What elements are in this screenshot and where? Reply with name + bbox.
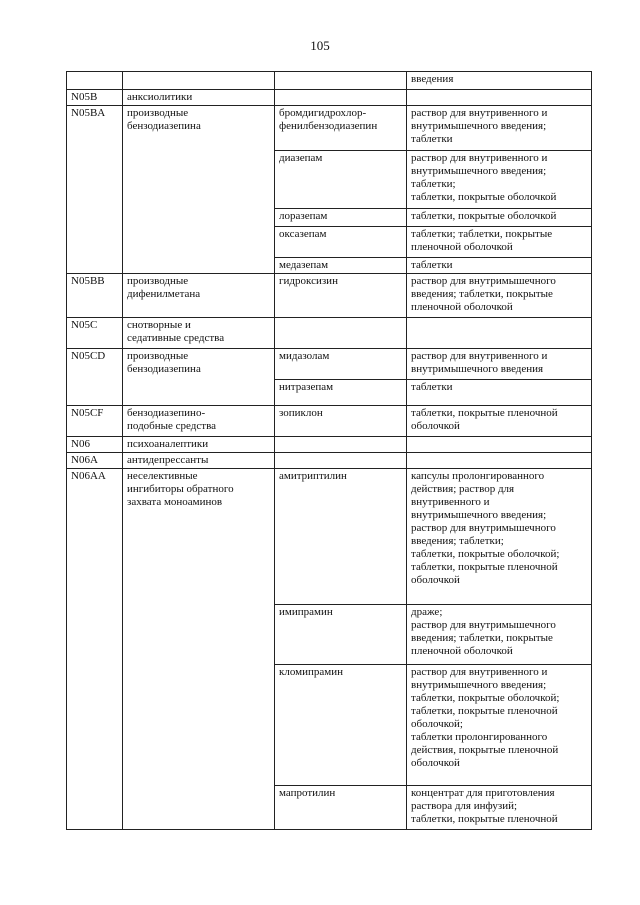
drug-name-cell [275, 72, 407, 90]
dosage-form-cell: таблетки [407, 258, 592, 274]
atc-code-cell: N05CD [67, 349, 123, 406]
dosage-form-cell: капсулы пролонгированного действия; раствор для внутривенного и внутримышечного введения; раствор для внутримышечного введения; таблетки; таблетки, покрытые оболочкой; таблетки, покрытые пленочной оболочкой [407, 469, 592, 605]
dosage-form-cell: таблетки, покрытые пленочной оболочкой [407, 406, 592, 437]
group-name-cell [123, 72, 275, 90]
dosage-form-cell: введения [407, 72, 592, 90]
atc-code-cell: N06 [67, 437, 123, 453]
drug-name-cell: амитриптилин [275, 469, 407, 605]
page-number: 105 [310, 38, 330, 53]
drug-name-cell: бромдигидрохлор- фенилбензодиазепин [275, 106, 407, 151]
table-row [67, 469, 592, 605]
drug-name-cell: зопиклон [275, 406, 407, 437]
dosage-form-cell [407, 318, 592, 349]
dosage-form-cell: раствор для внутривенного и внутримышечного введения; таблетки; таблетки, покрытые оболочкой [407, 151, 592, 209]
dosage-form-cell: таблетки, покрытые оболочкой [407, 209, 592, 227]
table-row [67, 437, 592, 453]
atc-code-cell [67, 72, 123, 90]
table-row [67, 349, 592, 380]
drug-name-cell: нитразепам [275, 380, 407, 406]
drug-table-body [67, 72, 592, 830]
drug-name-cell: медазепам [275, 258, 407, 274]
drug-name-cell: имипрамин [275, 605, 407, 665]
group-name-cell: производные бензодиазепина [123, 349, 275, 406]
drug-table [66, 71, 592, 830]
table-row [67, 274, 592, 318]
drug-name-cell: оксазепам [275, 227, 407, 258]
atc-code-cell: N05CF [67, 406, 123, 437]
group-name-cell: снотворные и седативные средства [123, 318, 275, 349]
atc-code-cell: N06AA [67, 469, 123, 830]
group-name-cell: неселективные ингибиторы обратного захвата моноаминов [123, 469, 275, 830]
drug-name-cell: гидроксизин [275, 274, 407, 318]
drug-name-cell [275, 90, 407, 106]
table-row [67, 453, 592, 469]
drug-name-cell: диазепам [275, 151, 407, 209]
dosage-form-cell: раствор для внутривенного и внутримышечного введения; таблетки [407, 106, 592, 151]
table-row [67, 90, 592, 106]
table-row [67, 106, 592, 151]
dosage-form-cell: таблетки [407, 380, 592, 406]
dosage-form-cell: раствор для внутримышечного введения; таблетки, покрытые пленочной оболочкой [407, 274, 592, 318]
dosage-form-cell: таблетки; таблетки, покрытые пленочной оболочкой [407, 227, 592, 258]
atc-code-cell: N05B [67, 90, 123, 106]
atc-code-cell: N05C [67, 318, 123, 349]
drug-name-cell: мидазолам [275, 349, 407, 380]
group-name-cell: психоаналептики [123, 437, 275, 453]
atc-code-cell: N05BB [67, 274, 123, 318]
dosage-form-cell: драже; раствор для внутримышечного введения; таблетки, покрытые пленочной оболочкой [407, 605, 592, 665]
drug-name-cell: лоразепам [275, 209, 407, 227]
group-name-cell: антидепрессанты [123, 453, 275, 469]
dosage-form-cell [407, 453, 592, 469]
table-row [67, 72, 592, 90]
dosage-form-cell [407, 437, 592, 453]
dosage-form-cell: раствор для внутривенного и внутримышечного введения; таблетки, покрытые оболочкой; таблетки, покрытые пленочной оболочкой; таблетки пролонгированного действия, покрытые пленочной оболочкой [407, 665, 592, 786]
atc-code-cell: N05BA [67, 106, 123, 274]
table-row [67, 406, 592, 437]
group-name-cell: производные дифенилметана [123, 274, 275, 318]
drug-name-cell: кломипрамин [275, 665, 407, 786]
atc-code-cell: N06A [67, 453, 123, 469]
dosage-form-cell: раствор для внутривенного и внутримышечного введения [407, 349, 592, 380]
drug-name-cell: мапротилин [275, 786, 407, 830]
table-row [67, 318, 592, 349]
drug-name-cell [275, 318, 407, 349]
group-name-cell: производные бензодиазепина [123, 106, 275, 274]
dosage-form-cell: концентрат для приготовления раствора для инфузий; таблетки, покрытые пленочной [407, 786, 592, 830]
group-name-cell: анксиолитики [123, 90, 275, 106]
dosage-form-cell [407, 90, 592, 106]
group-name-cell: бензодиазепино- подобные средства [123, 406, 275, 437]
drug-name-cell [275, 437, 407, 453]
drug-name-cell [275, 453, 407, 469]
